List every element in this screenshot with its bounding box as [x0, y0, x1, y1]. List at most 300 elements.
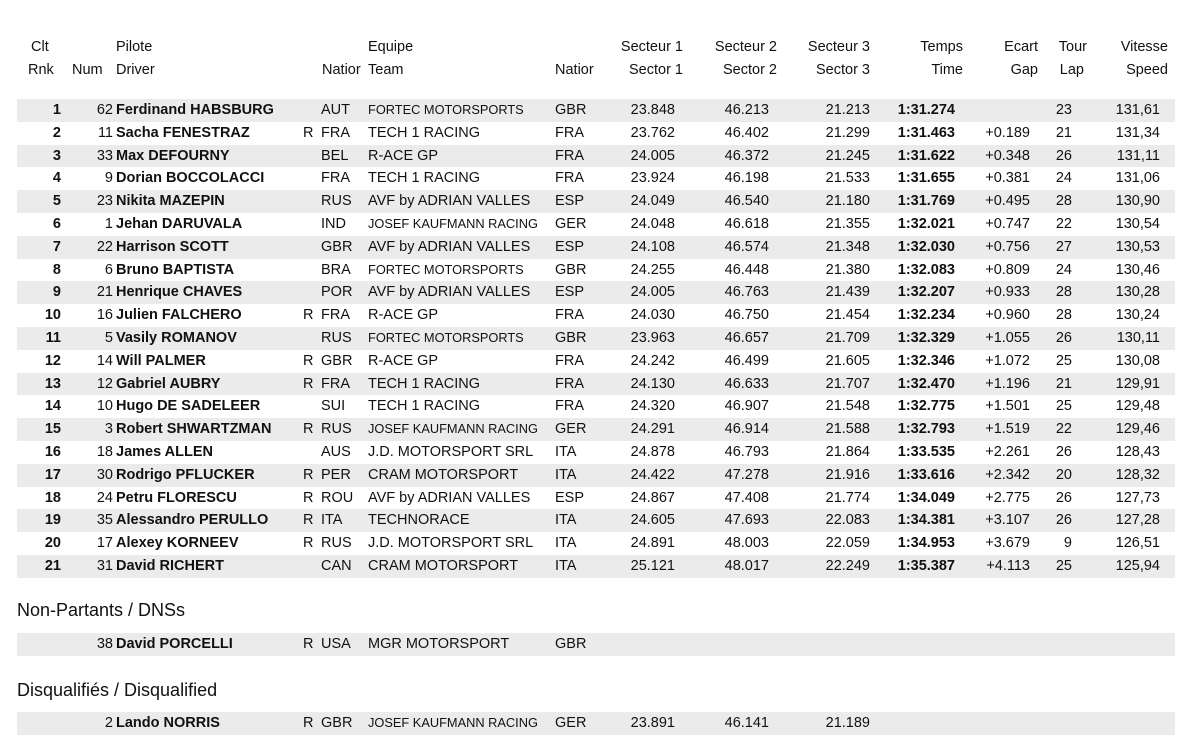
team-cell: TECH 1 RACING	[368, 170, 480, 187]
speed-cell: 131,06	[1115, 170, 1160, 187]
header-temps: Temps	[920, 39, 963, 55]
rank-cell: 19	[44, 512, 61, 529]
sector-3-cell: 21.189	[825, 715, 870, 731]
team-cell: JOSEF KAUFMANN RACING	[368, 216, 538, 231]
num-cell: 31	[96, 558, 113, 574]
team-nation-cell: GER	[555, 216, 587, 232]
header-tour: Tour	[1058, 39, 1087, 55]
nation-cell: AUT	[321, 102, 350, 118]
lap-cell: 23	[1055, 102, 1072, 118]
lap-cell: 21	[1055, 124, 1072, 141]
table-row	[17, 532, 1175, 555]
rank-cell: 13	[44, 375, 61, 392]
driver-cell: Hugo DE SADELEER	[116, 398, 261, 415]
team-nation-cell: FRA	[555, 147, 584, 164]
team-cell: FORTEC MOTORSPORTS	[368, 102, 524, 117]
nation-cell: USA	[321, 636, 351, 652]
speed-cell: 129,48	[1115, 398, 1160, 415]
dns-section-title: Non-Partants / DNSs	[17, 600, 186, 620]
sector-1-cell: 24.320	[630, 398, 675, 415]
team-nation-cell: FRA	[555, 307, 584, 324]
rank-cell: 5	[52, 193, 61, 210]
lap-cell: 25	[1055, 398, 1072, 415]
lap-cell: 26	[1055, 147, 1072, 164]
gap-cell: +0.809	[985, 261, 1030, 278]
time-cell: 1:31.463	[897, 124, 955, 141]
num-cell: 6	[104, 261, 113, 278]
sector-1-cell: 24.108	[630, 238, 675, 255]
table-row	[17, 190, 1175, 213]
sector-2-cell: 46.540	[724, 193, 769, 210]
lap-cell: 27	[1055, 238, 1072, 255]
num-cell: 24	[96, 489, 113, 506]
lap-cell: 28	[1055, 284, 1072, 301]
gap-cell: +2.342	[985, 466, 1030, 483]
dns-row	[17, 633, 1175, 656]
nation-cell: RUS	[321, 535, 352, 552]
gap-cell: +0.189	[985, 124, 1030, 141]
table-row	[17, 236, 1175, 259]
team-nation-cell: ITA	[555, 535, 577, 552]
header-nation: Natior	[322, 62, 361, 78]
sector-3-cell: 21.213	[825, 102, 870, 118]
table-row	[17, 373, 1175, 396]
header-gap: Gap	[1010, 62, 1038, 78]
lap-cell: 21	[1055, 375, 1072, 392]
rank-cell: 7	[52, 238, 61, 255]
rank-cell: 10	[44, 307, 61, 324]
table-row	[17, 167, 1175, 190]
sector-2-cell: 46.657	[724, 330, 769, 346]
num-cell: 1	[104, 216, 113, 232]
rank-cell: 21	[44, 558, 61, 574]
driver-cell: Bruno BAPTISTA	[116, 261, 235, 278]
driver-cell: Henrique CHAVES	[116, 284, 243, 301]
num-cell: 21	[96, 284, 113, 301]
rank-cell: 3	[52, 147, 61, 164]
gap-cell: +1.196	[985, 375, 1030, 392]
num-cell: 10	[96, 398, 113, 415]
nation-cell: FRA	[321, 124, 350, 141]
lap-cell: 28	[1055, 307, 1072, 324]
num-cell: 30	[96, 466, 113, 483]
gap-cell: +1.519	[985, 421, 1030, 438]
rookie-cell: R	[303, 535, 314, 552]
rank-cell: 18	[44, 489, 61, 506]
sector-3-cell: 21.605	[825, 352, 870, 369]
team-nation-cell: GBR	[555, 261, 587, 278]
team-nation-cell: ESP	[555, 284, 585, 301]
time-cell: 1:32.030	[897, 238, 955, 255]
sector-1-cell: 23.924	[630, 170, 675, 187]
nation-cell: PER	[321, 466, 351, 483]
nation-cell: IND	[321, 216, 346, 232]
dsq-row	[17, 712, 1175, 735]
nation-cell: RUS	[321, 330, 352, 346]
header-secteur-1: Secteur 1	[620, 39, 683, 55]
num-cell: 9	[104, 170, 113, 187]
nation-cell: SUI	[321, 398, 346, 415]
time-cell: 1:32.083	[897, 261, 955, 278]
header-line-2	[0, 59, 1200, 81]
driver-cell: Max DEFOURNY	[116, 147, 230, 164]
team-nation-cell: FRA	[555, 170, 584, 187]
sector-2-cell: 46.213	[724, 102, 769, 118]
sector-2-cell: 46.618	[724, 216, 769, 232]
speed-cell: 131,11	[1116, 147, 1160, 164]
lap-cell: 22	[1055, 216, 1072, 232]
sector-2-cell: 46.499	[724, 352, 769, 369]
team-cell: AVF by ADRIAN VALLES	[368, 238, 531, 255]
sector-3-cell: 21.533	[825, 170, 870, 187]
speed-cell: 130,08	[1115, 352, 1160, 369]
sector-1-cell: 24.030	[630, 307, 675, 324]
rookie-cell: R	[303, 352, 314, 369]
nation-cell: FRA	[321, 307, 350, 324]
nation-cell: FRA	[321, 375, 350, 392]
num-cell: 16	[96, 307, 113, 324]
rank-cell: 2	[52, 124, 61, 141]
sector-1-cell: 24.048	[630, 216, 675, 232]
nation-cell: FRA	[321, 170, 350, 187]
sector-2-cell: 46.141	[724, 715, 769, 731]
team-cell: MGR MOTORSPORT	[368, 636, 510, 652]
sector-3-cell: 21.439	[825, 284, 870, 301]
sector-3-cell: 21.454	[825, 307, 870, 324]
speed-cell: 128,43	[1115, 444, 1160, 460]
driver-cell: Robert SHWARTZMAN	[116, 421, 272, 438]
gap-cell: +3.679	[985, 535, 1030, 552]
speed-cell: 127,73	[1115, 489, 1160, 506]
sector-1-cell: 24.005	[630, 284, 675, 301]
num-cell: 62	[96, 102, 113, 118]
sector-1-cell: 24.242	[630, 352, 675, 369]
lap-cell: 26	[1055, 512, 1072, 529]
sector-3-cell: 21.707	[825, 375, 870, 392]
num-cell: 5	[104, 330, 113, 346]
team-nation-cell: GER	[555, 421, 587, 438]
sector-2-cell: 47.408	[724, 489, 769, 506]
sector-3-cell: 21.864	[825, 444, 870, 460]
team-cell: TECHNORACE	[368, 512, 470, 529]
lap-cell: 24	[1055, 261, 1072, 278]
time-cell: 1:32.207	[897, 284, 955, 301]
time-cell: 1:34.381	[897, 512, 955, 529]
rookie-cell: R	[303, 307, 314, 324]
header-team: Team	[368, 62, 404, 78]
driver-cell: Julien FALCHERO	[116, 307, 242, 324]
speed-cell: 130,53	[1115, 238, 1160, 255]
header-pilote: Pilote	[116, 39, 153, 55]
nation-cell: BRA	[321, 261, 351, 278]
sector-2-cell: 46.763	[724, 284, 769, 301]
header-driver: Driver	[116, 62, 155, 78]
num-cell: 14	[96, 352, 113, 369]
nation-cell: ROU	[321, 489, 354, 506]
gap-cell: +2.261	[985, 444, 1030, 460]
team-nation-cell: ITA	[555, 444, 577, 460]
team-nation-cell: FRA	[555, 124, 584, 141]
sector-3-cell: 21.355	[825, 216, 870, 232]
nation-cell: POR	[321, 284, 353, 301]
rank-cell: 14	[44, 398, 61, 415]
table-row	[17, 213, 1175, 236]
sector-1-cell: 23.848	[630, 102, 675, 118]
sector-1-cell: 24.891	[630, 535, 675, 552]
team-cell: AVF by ADRIAN VALLES	[368, 284, 531, 301]
sector-2-cell: 48.003	[724, 535, 769, 552]
time-cell: 1:31.274	[897, 102, 955, 118]
gap-cell: +0.381	[985, 170, 1030, 187]
rank-cell: 15	[44, 421, 61, 438]
header-sector-3: Sector 3	[816, 62, 870, 78]
lap-cell: 24	[1055, 170, 1072, 187]
team-cell: R-ACE GP	[368, 147, 439, 164]
table-row	[17, 259, 1175, 282]
driver-cell: Vasily ROMANOV	[116, 330, 237, 346]
sector-2-cell: 47.278	[724, 466, 769, 483]
team-cell: FORTEC MOTORSPORTS	[368, 261, 524, 277]
sector-1-cell: 24.422	[630, 466, 675, 483]
header-vitesse: Vitesse	[1120, 39, 1168, 55]
rookie-cell: R	[303, 715, 314, 731]
driver-cell: Jehan DARUVALA	[116, 216, 243, 232]
team-nation-cell: GBR	[555, 636, 587, 652]
gap-cell: +1.072	[985, 352, 1030, 369]
team-cell: TECH 1 RACING	[368, 398, 480, 415]
header-secteur-3: Secteur 3	[807, 39, 870, 55]
num-cell: 12	[96, 375, 113, 392]
gap-cell: +0.756	[985, 238, 1030, 255]
sector-2-cell: 46.750	[724, 307, 769, 324]
time-cell: 1:32.775	[897, 398, 955, 415]
time-cell: 1:32.329	[897, 330, 955, 346]
nation-cell: GBR	[321, 238, 353, 255]
header-team-nation: Natior	[555, 62, 594, 78]
nation-cell: ITA	[321, 512, 343, 529]
lap-cell: 9	[1063, 535, 1072, 552]
team-cell: AVF by ADRIAN VALLES	[368, 193, 531, 210]
speed-cell: 129,91	[1115, 375, 1160, 392]
gap-cell: +0.933	[985, 284, 1030, 301]
team-nation-cell: ESP	[555, 489, 585, 506]
speed-cell: 130,54	[1115, 216, 1160, 232]
driver-cell: David RICHERT	[116, 558, 224, 574]
rank-cell: 6	[52, 216, 61, 232]
team-cell: J.D. MOTORSPORT SRL	[368, 535, 534, 552]
sector-3-cell: 21.299	[825, 124, 870, 141]
lap-cell: 28	[1055, 193, 1072, 210]
team-nation-cell: GER	[555, 715, 587, 731]
gap-cell: +1.501	[985, 398, 1030, 415]
sector-2-cell: 46.907	[724, 398, 769, 415]
team-nation-cell: FRA	[555, 352, 584, 369]
sector-1-cell: 24.867	[630, 489, 675, 506]
sector-2-cell: 46.198	[724, 170, 769, 187]
team-nation-cell: ITA	[555, 558, 577, 574]
header-ecart: Ecart	[1004, 39, 1038, 55]
time-cell: 1:32.470	[897, 375, 955, 392]
team-cell: J.D. MOTORSPORT SRL	[368, 444, 534, 460]
num-cell: 35	[96, 512, 113, 529]
sector-1-cell: 25.121	[630, 558, 675, 574]
num-cell: 22	[96, 238, 113, 255]
speed-cell: 130,11	[1116, 330, 1160, 346]
driver-cell: Rodrigo PFLUCKER	[116, 466, 255, 483]
time-cell: 1:34.953	[897, 535, 955, 552]
speed-cell: 130,90	[1115, 193, 1160, 210]
gap-cell: +0.495	[985, 193, 1030, 210]
time-cell: 1:35.387	[897, 558, 955, 574]
driver-cell: Gabriel AUBRY	[116, 375, 221, 392]
table-row	[17, 487, 1175, 510]
sector-1-cell: 24.130	[630, 375, 675, 392]
rookie-cell: R	[303, 375, 314, 392]
nation-cell: BEL	[321, 147, 349, 164]
table-row	[17, 418, 1175, 441]
sector-2-cell: 47.693	[724, 512, 769, 529]
sector-1-cell: 24.005	[630, 147, 675, 164]
speed-cell: 131,34	[1115, 124, 1160, 141]
rookie-cell: R	[303, 466, 314, 483]
speed-cell: 126,51	[1115, 535, 1160, 552]
time-cell: 1:33.616	[897, 466, 955, 483]
driver-cell: Alessandro PERULLO	[116, 512, 269, 529]
sector-3-cell: 21.588	[825, 421, 870, 438]
table-row	[17, 509, 1175, 532]
num-cell: 11	[97, 124, 113, 141]
sector-1-cell: 24.049	[630, 193, 675, 210]
lap-cell: 26	[1055, 444, 1072, 460]
nation-cell: CAN	[321, 558, 352, 574]
team-cell: CRAM MOTORSPORT	[368, 466, 519, 483]
gap-cell: +2.775	[985, 489, 1030, 506]
dsq-section-title: Disqualifiés / Disqualified	[17, 680, 218, 700]
sector-3-cell: 21.916	[825, 466, 870, 483]
sector-2-cell: 46.448	[724, 261, 769, 278]
sector-1-cell: 23.891	[630, 715, 675, 731]
time-cell: 1:32.234	[897, 307, 955, 324]
gap-cell: +0.960	[985, 307, 1030, 324]
header-secteur-2: Secteur 2	[714, 39, 777, 55]
sector-3-cell: 21.774	[825, 489, 870, 506]
header-line-1	[0, 36, 1200, 58]
rank-cell: 17	[44, 466, 61, 483]
sector-2-cell: 46.914	[724, 421, 769, 438]
lap-cell: 20	[1055, 466, 1072, 483]
time-cell: 1:31.769	[897, 193, 955, 210]
gap-cell: +4.113	[986, 558, 1030, 574]
table-row	[17, 464, 1175, 487]
num-cell: 2	[104, 715, 113, 731]
nation-cell: GBR	[321, 715, 353, 731]
driver-cell: David PORCELLI	[116, 636, 233, 652]
team-cell: CRAM MOTORSPORT	[368, 558, 519, 574]
rank-cell: 4	[52, 170, 61, 187]
sector-1-cell: 24.291	[630, 421, 675, 438]
team-nation-cell: GBR	[555, 330, 587, 346]
table-row	[17, 441, 1175, 464]
table-row	[17, 122, 1175, 145]
header-sector-1: Sector 1	[629, 62, 683, 78]
sector-2-cell: 46.574	[724, 238, 769, 255]
speed-cell: 130,46	[1115, 261, 1160, 278]
table-row	[17, 327, 1175, 350]
header-sector-2: Sector 2	[723, 62, 777, 78]
table-row	[17, 350, 1175, 373]
table-row	[17, 145, 1175, 168]
driver-cell: Alexey KORNEEV	[116, 535, 239, 552]
rank-cell: 1	[52, 102, 61, 118]
table-row	[17, 395, 1175, 418]
team-nation-cell: ITA	[555, 512, 577, 529]
sector-3-cell: 21.709	[825, 330, 870, 346]
sector-3-cell: 21.348	[825, 238, 870, 255]
team-nation-cell: ESP	[555, 193, 585, 210]
driver-cell: Petru FLORESCU	[116, 489, 237, 506]
table-row	[17, 281, 1175, 304]
time-cell: 1:33.535	[897, 444, 955, 460]
team-cell: R-ACE GP	[368, 352, 439, 369]
gap-cell: +0.348	[985, 147, 1030, 164]
lap-cell: 26	[1055, 330, 1072, 346]
sector-3-cell: 22.249	[825, 558, 870, 574]
team-nation-cell: ITA	[555, 466, 577, 483]
gap-cell: +0.747	[985, 216, 1030, 232]
nation-cell: GBR	[321, 352, 353, 369]
sector-3-cell: 21.245	[825, 147, 870, 164]
table-row	[17, 555, 1175, 578]
lap-cell: 25	[1055, 558, 1072, 574]
rookie-cell: R	[303, 489, 314, 506]
sector-3-cell: 21.180	[825, 193, 870, 210]
rookie-cell: R	[303, 636, 314, 652]
speed-cell: 129,46	[1115, 421, 1160, 438]
header-equipe: Equipe	[368, 39, 414, 55]
team-cell: TECH 1 RACING	[368, 124, 480, 141]
table-header	[0, 36, 1200, 84]
team-cell: AVF by ADRIAN VALLES	[368, 489, 531, 506]
rank-cell: 20	[44, 535, 61, 552]
driver-cell: Will PALMER	[116, 352, 206, 369]
header-rnk: Rnk	[28, 62, 54, 78]
sector-3-cell: 21.548	[825, 398, 870, 415]
driver-cell: James ALLEN	[116, 444, 213, 460]
num-cell: 17	[96, 535, 113, 552]
rookie-cell: R	[303, 124, 314, 141]
rank-cell: 16	[44, 444, 61, 460]
nation-cell: RUS	[321, 421, 352, 438]
time-cell: 1:34.049	[897, 489, 955, 506]
sector-1-cell: 23.963	[630, 330, 675, 346]
speed-cell: 128,32	[1115, 466, 1160, 483]
rank-cell: 11	[45, 330, 61, 346]
table-row	[17, 304, 1175, 327]
sector-3-cell: 22.059	[825, 535, 870, 552]
speed-cell: 130,24	[1115, 307, 1160, 324]
time-cell: 1:32.346	[897, 352, 955, 369]
sector-2-cell: 46.372	[724, 147, 769, 164]
num-cell: 33	[96, 147, 113, 164]
sector-2-cell: 46.793	[724, 444, 769, 460]
gap-cell: +1.055	[985, 330, 1030, 346]
team-nation-cell: GBR	[555, 102, 587, 118]
speed-cell: 131,61	[1115, 102, 1160, 118]
team-nation-cell: FRA	[555, 375, 584, 392]
header-num: Num	[72, 62, 103, 78]
driver-cell: Nikita MAZEPIN	[116, 193, 225, 210]
sector-1-cell: 23.762	[630, 124, 675, 141]
